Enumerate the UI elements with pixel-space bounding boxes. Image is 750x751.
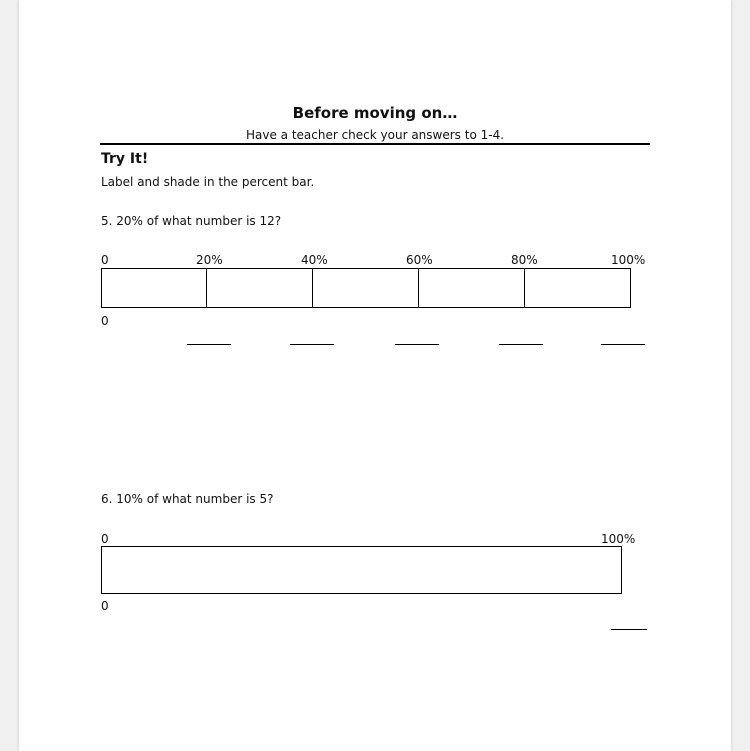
q5-label-40: 40%	[301, 253, 328, 267]
page-title: Before moving on…	[292, 104, 458, 122]
q5-bottom-label-0: 0	[101, 314, 109, 328]
q6-bottom-label-0: 0	[101, 599, 109, 613]
q5-label-100: 100%	[611, 253, 646, 267]
q5-label-20: 20%	[196, 253, 223, 267]
q5-bar-divider	[524, 269, 525, 307]
q5-answer-blank[interactable]	[395, 344, 439, 345]
q5-answer-blank[interactable]	[601, 344, 645, 345]
question-6-text: 6. 10% of what number is 5?	[101, 492, 274, 506]
q5-percent-bar[interactable]	[101, 268, 631, 308]
q5-label-60: 60%	[406, 253, 433, 267]
q5-answer-blank[interactable]	[290, 344, 334, 345]
q6-percent-bar[interactable]	[101, 546, 622, 594]
q6-label-100: 100%	[601, 532, 636, 546]
q5-bar-divider	[418, 269, 419, 307]
q5-label-0: 0	[101, 253, 109, 267]
q5-bar-divider	[206, 269, 207, 307]
header-divider	[100, 143, 650, 145]
question-5-text: 5. 20% of what number is 12?	[101, 214, 282, 228]
page-subtitle: Have a teacher check your answers to 1-4.	[245, 128, 505, 142]
worksheet-page	[19, 0, 731, 751]
q5-label-80: 80%	[511, 253, 538, 267]
section-title: Try It!	[101, 151, 149, 167]
q6-label-0: 0	[101, 532, 109, 546]
q6-answer-blank[interactable]	[611, 629, 647, 630]
section-instructions: Label and shade in the percent bar.	[101, 175, 315, 189]
q5-answer-blank[interactable]	[499, 344, 543, 345]
q5-answer-blank[interactable]	[187, 344, 231, 345]
q5-bar-divider	[312, 269, 313, 307]
